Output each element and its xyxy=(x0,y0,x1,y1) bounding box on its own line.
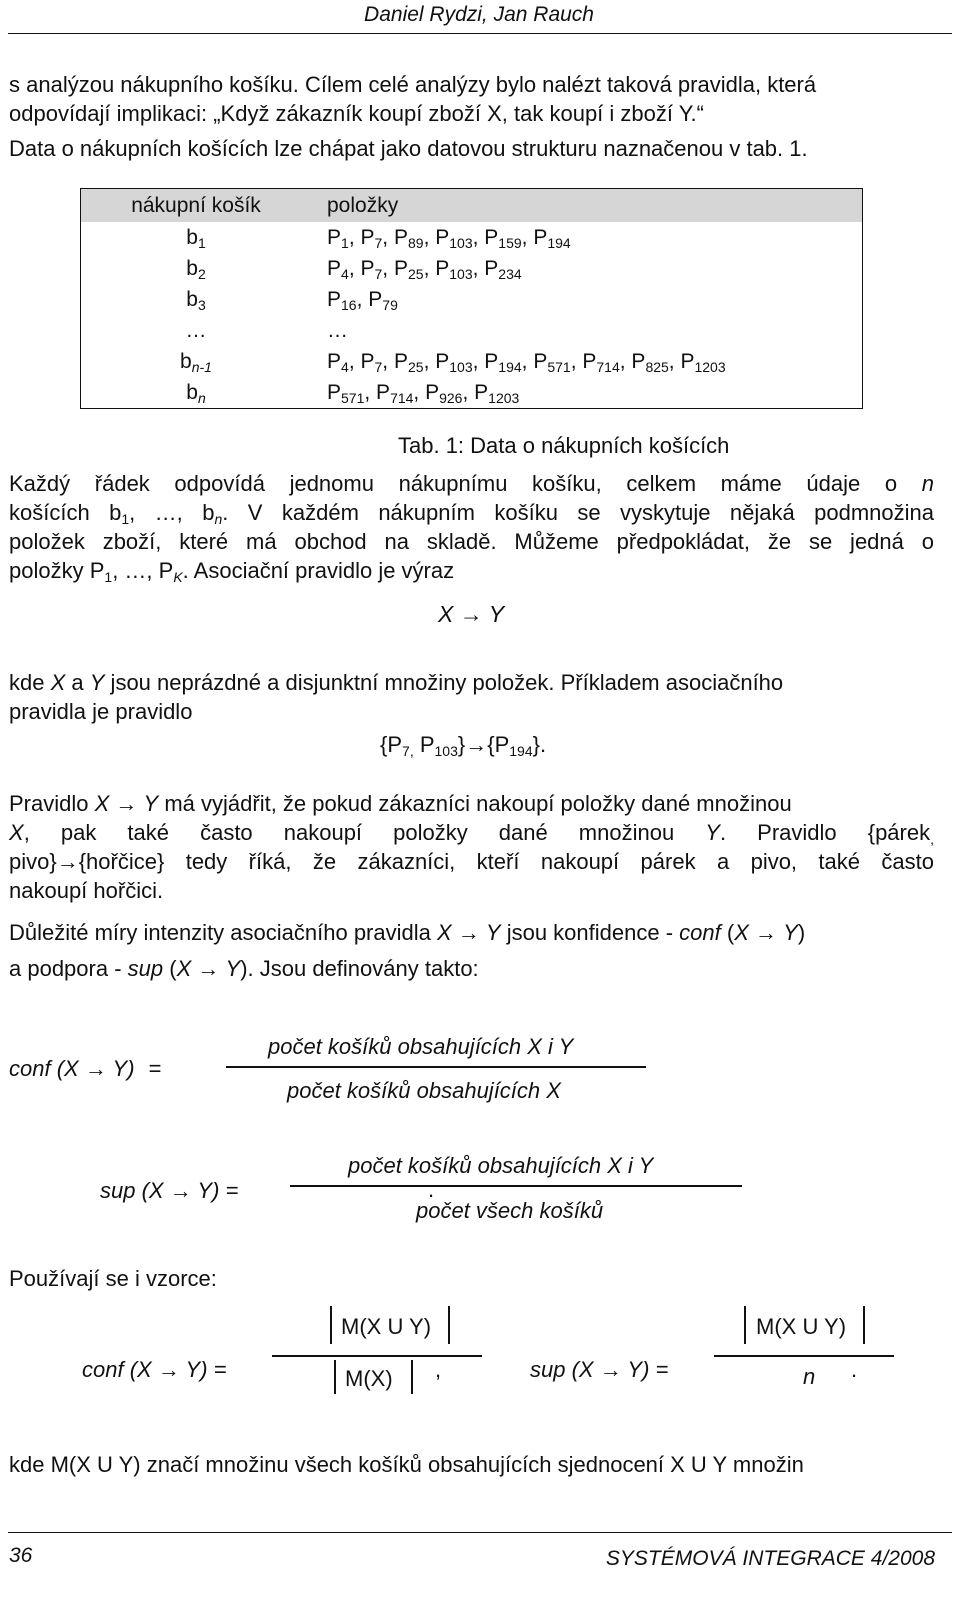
basket-label: b xyxy=(186,288,198,311)
basket-cell xyxy=(81,315,312,346)
example-close2: }. xyxy=(532,732,547,757)
para4-var-y2: Y xyxy=(783,920,798,945)
rule-x: X xyxy=(438,601,454,627)
sup2-dot: . xyxy=(851,1357,858,1382)
item-letter: P xyxy=(582,350,597,373)
formulas-label: Používají se i vzorce: xyxy=(9,1266,217,1291)
item-subscript: 103 xyxy=(449,266,473,282)
example-sub-103: 103 xyxy=(434,743,458,759)
para2-line-1 xyxy=(9,668,783,697)
item-letter: P xyxy=(368,288,383,311)
sup-stray-dot: . xyxy=(428,1177,435,1202)
para4-var-y: Y xyxy=(485,920,501,945)
item-letter: P xyxy=(680,350,695,373)
basket-label: … xyxy=(185,319,207,342)
header-authors: Daniel Rydzi, Jan Rauch xyxy=(364,3,594,26)
items-cell: $P_{16}$, $P_{79}$ xyxy=(327,288,398,313)
para4-var-x3: X xyxy=(176,956,192,981)
para1-text-4b: , …, P xyxy=(112,558,174,583)
last-line: kde M(X U Y) značí množinu všech košíků obsahujících sjednocení X U Y množin xyxy=(9,1452,804,1477)
basket-cell xyxy=(81,253,312,284)
basket-label: b xyxy=(186,226,198,249)
table-row xyxy=(81,253,863,284)
example-open: {P xyxy=(380,732,403,757)
item-subscript: 234 xyxy=(498,266,522,282)
basket-subscript: 3 xyxy=(197,297,206,313)
conf2-den-bar-right xyxy=(411,1360,413,1394)
footer-rule xyxy=(8,1532,952,1533)
item-letter: P xyxy=(425,381,440,404)
basket-subscript: n-1 xyxy=(191,359,212,375)
item-letter: P xyxy=(327,257,342,280)
conf-numerator: počet košíků obsahujících X i Y xyxy=(268,1034,574,1059)
para3-var-y: Y xyxy=(143,791,159,816)
table-header-row xyxy=(81,189,863,223)
item-subscript: 103 xyxy=(449,235,473,251)
item-subscript: 7 xyxy=(374,266,383,282)
item-letter: P xyxy=(435,350,450,373)
sup2-lhs xyxy=(530,1355,668,1384)
item-subscript: 714 xyxy=(596,359,620,375)
sub-1b: 1 xyxy=(104,569,113,585)
running-header xyxy=(364,0,594,29)
items-cell: $P_4$, $P_7$, $P_{25}$, $P_{103}$, $P_{234}$ xyxy=(327,257,522,282)
table-row xyxy=(81,346,863,377)
basket-cell xyxy=(81,377,312,409)
item-subscript: 89 xyxy=(407,235,424,251)
para4-line-2: a podpora - sup (X → Y). Jsou definovány takto: xyxy=(9,956,479,981)
item-subscript: 1203 xyxy=(694,359,726,375)
para3-text-1b: má vyjádřit, že pokud zákazníci nakoupí položky dané množinou xyxy=(158,791,792,816)
para4-text-2b: . Jsou definovány takto: xyxy=(247,956,479,981)
basket-label: b xyxy=(186,257,198,280)
journal-name: SYSTÉMOVÁ INTEGRACE 4/2008 xyxy=(605,1547,935,1570)
sup2-fn: sup xyxy=(530,1357,566,1382)
para3-comma: , xyxy=(930,831,934,847)
item-letter: P xyxy=(376,381,391,404)
intro-line-3: Data o nákupních košících lze chápat jako datovou strukturu naznačenou v tab. 1. xyxy=(9,136,808,161)
items-cell: $P_4$, $P_7$, $P_{25}$, $P_{103}$, $P_{194}$, $P_{571}$, $P_{714}$, $P_{825}$, $P_{1203}$ xyxy=(327,350,726,375)
item-letter: P xyxy=(435,257,450,280)
item-subscript: 25 xyxy=(407,266,424,282)
sub-1: 1 xyxy=(121,511,130,527)
sup-denominator: počet všech košíků xyxy=(416,1198,604,1223)
basket-cell xyxy=(81,284,312,315)
para3-text-2b: , pak také často nakoupí položky dané množinou xyxy=(23,820,706,845)
para3-var-x: X xyxy=(94,791,110,816)
items-cell: $P_{571}$, $P_{714}$, $P_{926}$, $P_{1203}$ xyxy=(327,381,520,406)
para1-line-3: položek zboží, které má obchod na skladě. Můžeme předpokládat, že se jedná o xyxy=(9,529,934,554)
example-close1: } xyxy=(457,732,466,757)
para4-sup: sup xyxy=(127,956,164,981)
sup2-numerator: M(X U Y) xyxy=(756,1314,847,1339)
conf-fraction-line xyxy=(226,1066,646,1068)
item-subscript: 103 xyxy=(449,359,473,375)
item-subscript: 25 xyxy=(407,359,424,375)
para1-line-1 xyxy=(9,469,934,498)
conf2-fn: conf xyxy=(82,1357,124,1382)
header-rule xyxy=(8,33,952,34)
para3-arrow: → xyxy=(115,791,138,816)
para1-text-2a: košících b xyxy=(9,500,122,525)
item-subscript: 7 xyxy=(374,235,383,251)
item-letter: P xyxy=(327,288,342,311)
intro-line-2: odpovídají implikaci: „Když zákazník koupí zboží X, tak koupí i zboží Y.“ xyxy=(9,101,704,126)
table-body xyxy=(81,222,863,409)
para2-text-1c: jsou neprázdné a disjunktní množiny položek. Příkladem asociačního xyxy=(104,670,784,695)
item-letter: P xyxy=(327,381,342,404)
rule-expression xyxy=(438,600,504,629)
item-letter: P xyxy=(484,257,499,280)
para2-text-1a: kde xyxy=(9,670,51,695)
item-subscript: 571 xyxy=(547,359,571,375)
para3-var-x2: X xyxy=(9,820,24,845)
conf2-num-bar-left xyxy=(330,1306,332,1344)
para4-text-2a: a podpora - xyxy=(9,956,128,981)
conf2-den-bar-left xyxy=(334,1360,336,1394)
item-letter: P xyxy=(393,350,408,373)
intro-line-1: s analýzou nákupního košíku. Cílem celé analýzy bylo nalézt taková pravidla, která xyxy=(9,72,817,97)
para2-text-1b: a xyxy=(65,670,90,695)
table-row xyxy=(81,284,863,315)
para4-arrow2: → xyxy=(755,920,777,945)
para1-text-4c: . Asociační pravidlo je výraz xyxy=(182,558,455,583)
para2-var-x: X xyxy=(50,670,66,695)
item-subscript: 926 xyxy=(439,390,463,406)
example-arrow: → xyxy=(465,732,488,757)
basket-label: b xyxy=(186,381,198,404)
item-letter: … xyxy=(327,319,348,342)
sup-fn: sup xyxy=(100,1178,136,1203)
sup-formula-lhs xyxy=(100,1176,238,1205)
item-letter: P xyxy=(533,226,548,249)
para4-conf: conf xyxy=(679,920,721,945)
sup2-args: (X → Y) = xyxy=(571,1357,669,1382)
sup-numerator: počet košíků obsahujících X i Y xyxy=(348,1153,654,1178)
para3-var-y2: Y xyxy=(705,820,720,845)
conf2-lhs xyxy=(82,1355,227,1384)
para1-text-2b: , …, b xyxy=(129,500,215,525)
item-subscript: 194 xyxy=(498,359,522,375)
items-cell xyxy=(311,315,863,346)
sup2-fraction-line xyxy=(714,1355,894,1357)
para3-line-2 xyxy=(9,818,934,847)
conf-formula-lhs xyxy=(9,1054,162,1083)
item-subscript: 16 xyxy=(341,297,357,313)
basket-label: b xyxy=(180,350,192,373)
para4-arrow3: → xyxy=(197,956,220,981)
item-letter: P xyxy=(631,350,646,373)
basket-table xyxy=(80,188,863,409)
basket-subscript: n xyxy=(197,390,206,406)
example-sub-7: 7, xyxy=(402,743,414,759)
basket-subscript: 2 xyxy=(197,266,206,282)
sup2-denominator: n xyxy=(803,1364,816,1389)
item-letter: P xyxy=(360,257,375,280)
conf2-denominator: M(X) xyxy=(345,1366,393,1391)
item-letter: P xyxy=(435,226,450,249)
column-header-basket: nákupní košík xyxy=(81,189,312,223)
item-subscript: 571 xyxy=(341,390,365,406)
example-open2: {P xyxy=(487,732,510,757)
para3-text-1a: Pravidlo xyxy=(9,791,95,816)
para1-var-n: n xyxy=(921,471,934,496)
rule-example xyxy=(380,730,546,759)
item-letter: P xyxy=(360,350,375,373)
sup2-num-bar-right xyxy=(863,1306,865,1344)
basket-cell xyxy=(81,346,312,377)
para1-line-4 xyxy=(9,556,454,585)
table-caption: Tab. 1: Data o nákupních košících xyxy=(398,433,730,458)
sub-k: K xyxy=(173,569,183,585)
item-subscript: 159 xyxy=(498,235,522,251)
para1-text-1: Každý řádek odpovídá jednomu nákupnímu košíku, celkem máme údaje o xyxy=(9,471,898,496)
para1-text-2c: . V každém nákupním košíku se vyskytuje nějaká podmnožina xyxy=(222,500,935,525)
example-mid: P xyxy=(413,732,435,757)
item-subscript: 4 xyxy=(341,266,349,282)
rule-arrow: → xyxy=(459,601,483,627)
conf-fn: conf xyxy=(9,1056,51,1081)
item-letter: P xyxy=(533,350,548,373)
item-subscript: 714 xyxy=(390,390,414,406)
para3-line-3: pivo}→{hořčice} tedy říká, že zákazníci, kteří nakoupí párek a pivo, také často xyxy=(9,849,934,874)
basket-subscript: 1 xyxy=(197,235,206,251)
items-cell: $P_1$, $P_7$, $P_{89}$, $P_{103}$, $P_{159}$, $P_{194}$ xyxy=(327,226,571,251)
para3-line-1 xyxy=(9,789,792,818)
item-letter: P xyxy=(327,350,342,373)
page-number: 36 xyxy=(9,1544,33,1567)
item-subscript: 1 xyxy=(341,235,349,251)
conf2-comma: , xyxy=(435,1357,442,1382)
conf2-args: (X → Y) = xyxy=(129,1357,227,1382)
para1-line-2 xyxy=(9,498,934,527)
table-row xyxy=(81,222,863,253)
table-row xyxy=(81,377,863,409)
item-letter: P xyxy=(393,257,408,280)
item-subscript: 79 xyxy=(382,297,398,313)
table-row xyxy=(81,315,863,346)
para3-text-2d: . Pravidlo {párek xyxy=(719,820,931,845)
para1-text-4a: položky P xyxy=(9,558,105,583)
item-letter: P xyxy=(474,381,489,404)
conf-eq: = xyxy=(148,1056,162,1081)
sup-args: (X → Y) = xyxy=(141,1178,239,1203)
para4-text-1b: jsou konfidence - xyxy=(500,920,680,945)
conf2-num-bar-right xyxy=(448,1306,450,1344)
item-subscript: 1203 xyxy=(488,390,520,406)
para2-var-y: Y xyxy=(89,670,105,695)
para4-line-1: Důležité míry intenzity asociačního pravidla X → Y jsou konfidence - conf (X → Y) xyxy=(9,920,806,945)
para3-line-4: nakoupí hořčici. xyxy=(9,878,164,903)
sub-n: n xyxy=(214,511,223,527)
para4-var-y3: Y xyxy=(225,956,241,981)
sup-fraction-line xyxy=(290,1185,742,1187)
item-subscript: 4 xyxy=(341,359,349,375)
item-subscript: 825 xyxy=(645,359,669,375)
item-subscript: 194 xyxy=(547,235,571,251)
para2-line-2: pravidla je pravidlo xyxy=(9,699,193,724)
para4-text-1a: Důležité míry intenzity asociačního pravidla xyxy=(9,920,437,945)
conf-denominator: počet košíků obsahujících X xyxy=(287,1078,561,1103)
conf2-fraction-line xyxy=(272,1355,482,1357)
basket-cell xyxy=(81,222,312,253)
conf2-numerator: M(X U Y) xyxy=(341,1314,432,1339)
item-letter: P xyxy=(360,226,375,249)
column-header-items: položky xyxy=(311,189,863,223)
example-sub-194: 194 xyxy=(509,743,533,759)
item-letter: P xyxy=(484,350,499,373)
conf-args: (X → Y) xyxy=(56,1056,135,1081)
para4-arrow: → xyxy=(457,920,480,945)
item-letter: P xyxy=(327,226,342,249)
item-letter: P xyxy=(484,226,499,249)
sup2-num-bar-left xyxy=(744,1306,746,1344)
para4-var-x: X xyxy=(436,920,452,945)
item-letter: P xyxy=(393,226,408,249)
rule-y: Y xyxy=(488,601,505,627)
item-subscript: 7 xyxy=(374,359,383,375)
para4-var-x2: X xyxy=(734,920,749,945)
